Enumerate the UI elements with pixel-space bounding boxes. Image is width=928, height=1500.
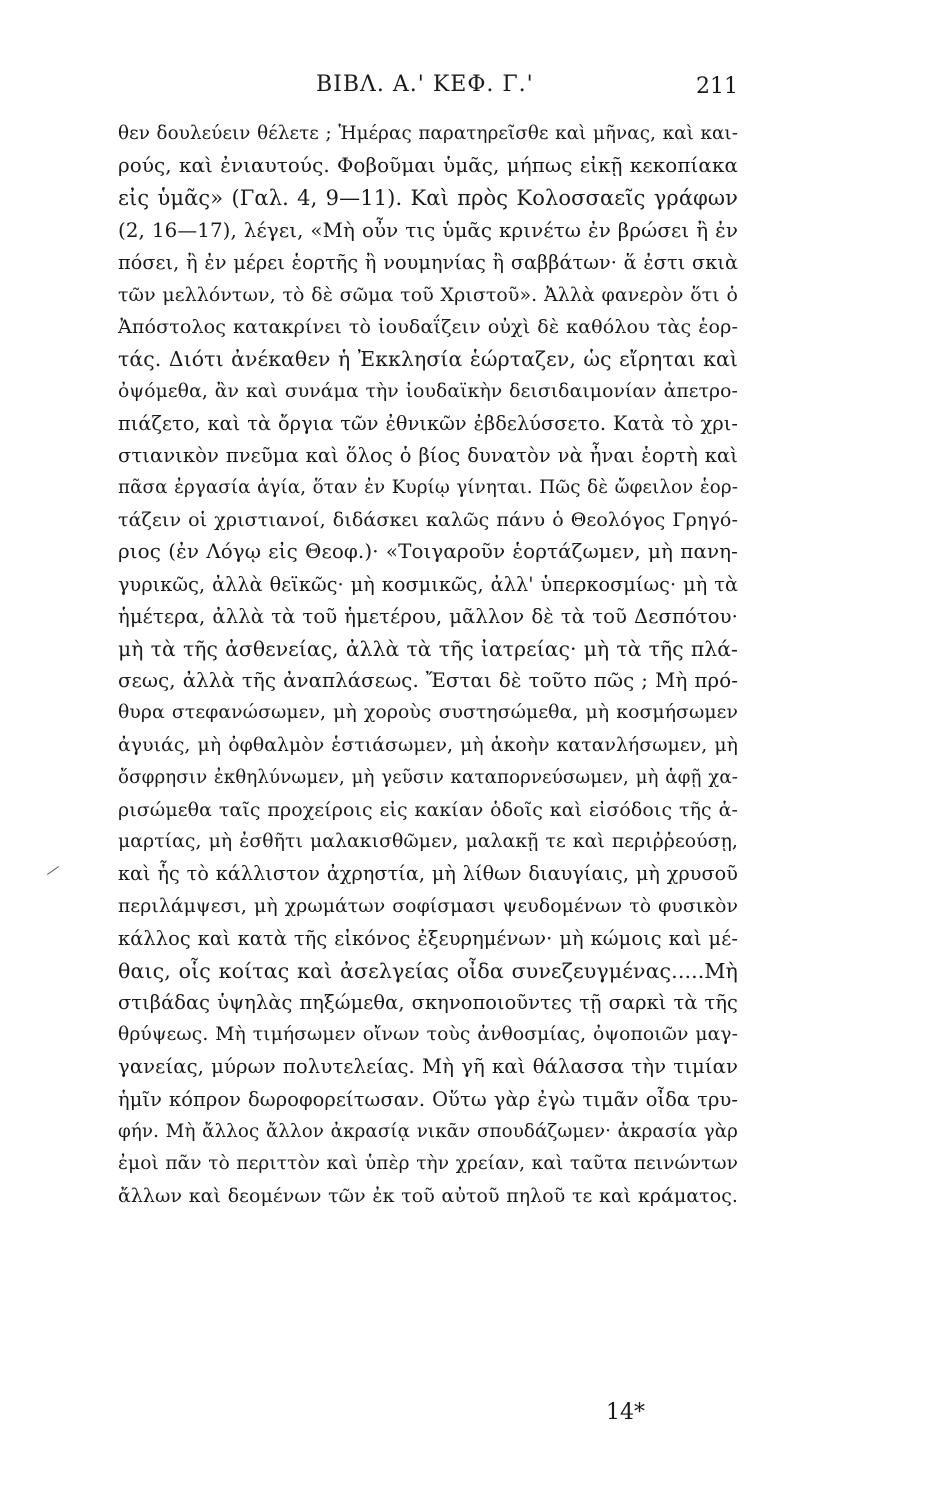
text-line: ρούς, καὶ ἐνιαυτούς. Φοβοῦμαι ὑμᾶς, μήπως εἰκῇ κεκοπίακα <box>118 154 738 178</box>
text-line: γανείας, μύρων πολυτελείας. Μὴ γῆ καὶ θάλασσα τὴν τιμίαν <box>118 1055 738 1079</box>
text-line: ρισώμεθα ταῖς προχείροις εἰς κακίαν ὁδοῖς καὶ εἰσόδοις τῆς ἁ- <box>118 798 738 821</box>
signature-mark: 14* <box>606 1400 645 1425</box>
text-line: τάς. Διότι ἀνέκαθεν ἡ Ἐκκλησία ἑώρταζεν, ὡς εἴρηται καὶ <box>118 347 738 372</box>
text-line: στιβάδας ὑψηλὰς πηξώμεθα, σκηνοποιοῦντες τῇ σαρκὶ τὰ τῆς <box>118 991 738 1015</box>
text-line: ριος (ἐν Λόγῳ εἰς Θεοφ.)· «Τοιγαροῦν ἑορτάζωμεν, μὴ πανη- <box>118 540 738 564</box>
text-line: ἡμῖν κόπρον δωροφορείτωσαν. Οὕτω γὰρ ἐγὼ τιμᾶν οἶδα τρυ- <box>118 1087 738 1111</box>
text-line: μὴ τὰ τῆς ἀσθενείας, ἀλλὰ τὰ τῆς ἰατρείας· μὴ τὰ τῆς πλά- <box>118 637 738 661</box>
text-line: Ἀπόστολος κατακρίνει τὸ ἰουδαΐζειν οὐχὶ δὲ καθόλου τὰς ἑορ- <box>118 315 738 339</box>
text-line: σεως, ἀλλὰ τῆς ἀναπλάσεως. Ἔσται δὲ τοῦτο πῶς ; Μὴ πρό- <box>118 669 738 693</box>
text-line: πιάζετο, καὶ τὰ ὄργια τῶν ἐθνικῶν ἐβδελύσσετο. Κατὰ τὸ χρι- <box>118 411 738 435</box>
body-text <box>118 118 738 1212</box>
text-line: ἀγυιάς, μὴ ὀφθαλμὸν ἑστιάσωμεν, μὴ ἀκοὴν κατανλήσωμεν, μὴ <box>118 734 738 756</box>
text-line: πᾶσα ἐργασία ἁγία, ὅταν ἐν Κυρίῳ γίνηται. Πῶς δὲ ὤφειλον ἑορ- <box>118 477 738 499</box>
running-head: ΒΙΒΛ. Α.' ΚΕΦ. Γ.' <box>316 72 534 97</box>
text-line: τῶν μελλόντων, τὸ δὲ σῶμα τοῦ Χριστοῦ». Ἀλλὰ φανερὸν ὅτι ὁ <box>118 283 738 306</box>
text-line: τάζειν οἱ χριστιανοί, διδάσκει καλῶς πάνυ ὁ Θεολόγος Γρηγό- <box>118 509 738 532</box>
text-line: πόσει, ἢ ἐν μέρει ἑορτῆς ἢ νουμηνίας ἢ σαββάτων· ἅ ἐστι σκιὰ <box>118 250 738 274</box>
text-line: ἡμέτερα, ἀλλὰ τὰ τοῦ ἡμετέρου, μᾶλλον δὲ τὰ τοῦ Δεσπότου· <box>118 604 738 628</box>
text-line: μαρτίας, μὴ ἐσθῆτι μαλακισθῶμεν, μαλακῇ τε καὶ περιῤῥεούσῃ, <box>118 831 738 853</box>
text-line: ὄσφρησιν ἐκθηλύνωμεν, μὴ γεῦσιν καταπορνεύσωμεν, μὴ ἁφῇ χα- <box>118 766 738 788</box>
margin-pencil-mark <box>47 866 59 875</box>
text-line: γυρικῶς, ἀλλὰ θεϊκῶς· μὴ κοσμικῶς, ἀλλ' ὑπερκοσμίως· μὴ τὰ <box>118 572 738 596</box>
text-line: ἐμοὶ πᾶν τὸ περιττὸν καὶ ὑπὲρ τὴν χρείαν, καὶ ταῦτα πεινώντων <box>118 1153 738 1174</box>
text-line: θρύψεως. Μὴ τιμήσωμεν οἴνων τοὺς ἀνθοσμίας, ὀψοποιῶν μαγ- <box>118 1024 738 1046</box>
page-number: 211 <box>696 74 738 99</box>
text-line: στιανικὸν πνεῦμα καὶ ὅλος ὁ βίος δυνατὸν νὰ ἦναι ἑορτὴ καὶ <box>118 443 738 467</box>
text-line: θεν δουλεύειν θέλετε ; Ἡμέρας παρατηρεῖσθε καὶ μῆνας, καὶ και- <box>118 123 738 144</box>
text-line: φήν. Μὴ ἄλλος ἄλλον ἀκρασίᾳ νικᾶν σπουδάζωμεν· ἀκρασία γὰρ <box>118 1120 738 1142</box>
text-line: θαις, οἷς κοίτας καὶ ἀσελγείας οἶδα συνεζευγμένας.....Μὴ <box>118 958 738 983</box>
text-line: περιλάμψεσι, μὴ χρωμάτων σοφίσμασι ψευδομένων τὸ φυσικὸν <box>118 895 738 917</box>
text-line: θυρα στεφανώσωμεν, μὴ χοροὺς συστησώμεθα, μὴ κοσμήσωμεν <box>118 702 738 724</box>
text-line: (2, 16—17), λέγει, «Μὴ οὖν τις ὑμᾶς κρινέτω ἐν βρώσει ἢ ἐν <box>118 218 738 242</box>
text-line: εἰς ὑμᾶς» (Γαλ. 4, 9—11). Καὶ πρὸς Κολοσσαεῖς γράφων <box>118 186 738 211</box>
text-line: κάλλος καὶ κατὰ τῆς εἰκόνος ἐξευρημένων· μὴ κώμοις καὶ μέ- <box>118 926 738 950</box>
text-line: καὶ ἧς τὸ κάλλιστον ἀχρηστία, μὴ λίθων διαυγίαις, μὴ χρυσοῦ <box>118 862 738 886</box>
text-line: ἄλλων καὶ δεομένων τῶν ἐκ τοῦ αὐτοῦ πηλοῦ τε καὶ κράματος. <box>118 1185 738 1208</box>
text-line: ὀψόμεθα, ἂν καὶ συνάμα τὴν ἰουδαϊκὴν δεισιδαιμονίαν ἀπετρο- <box>118 380 738 402</box>
